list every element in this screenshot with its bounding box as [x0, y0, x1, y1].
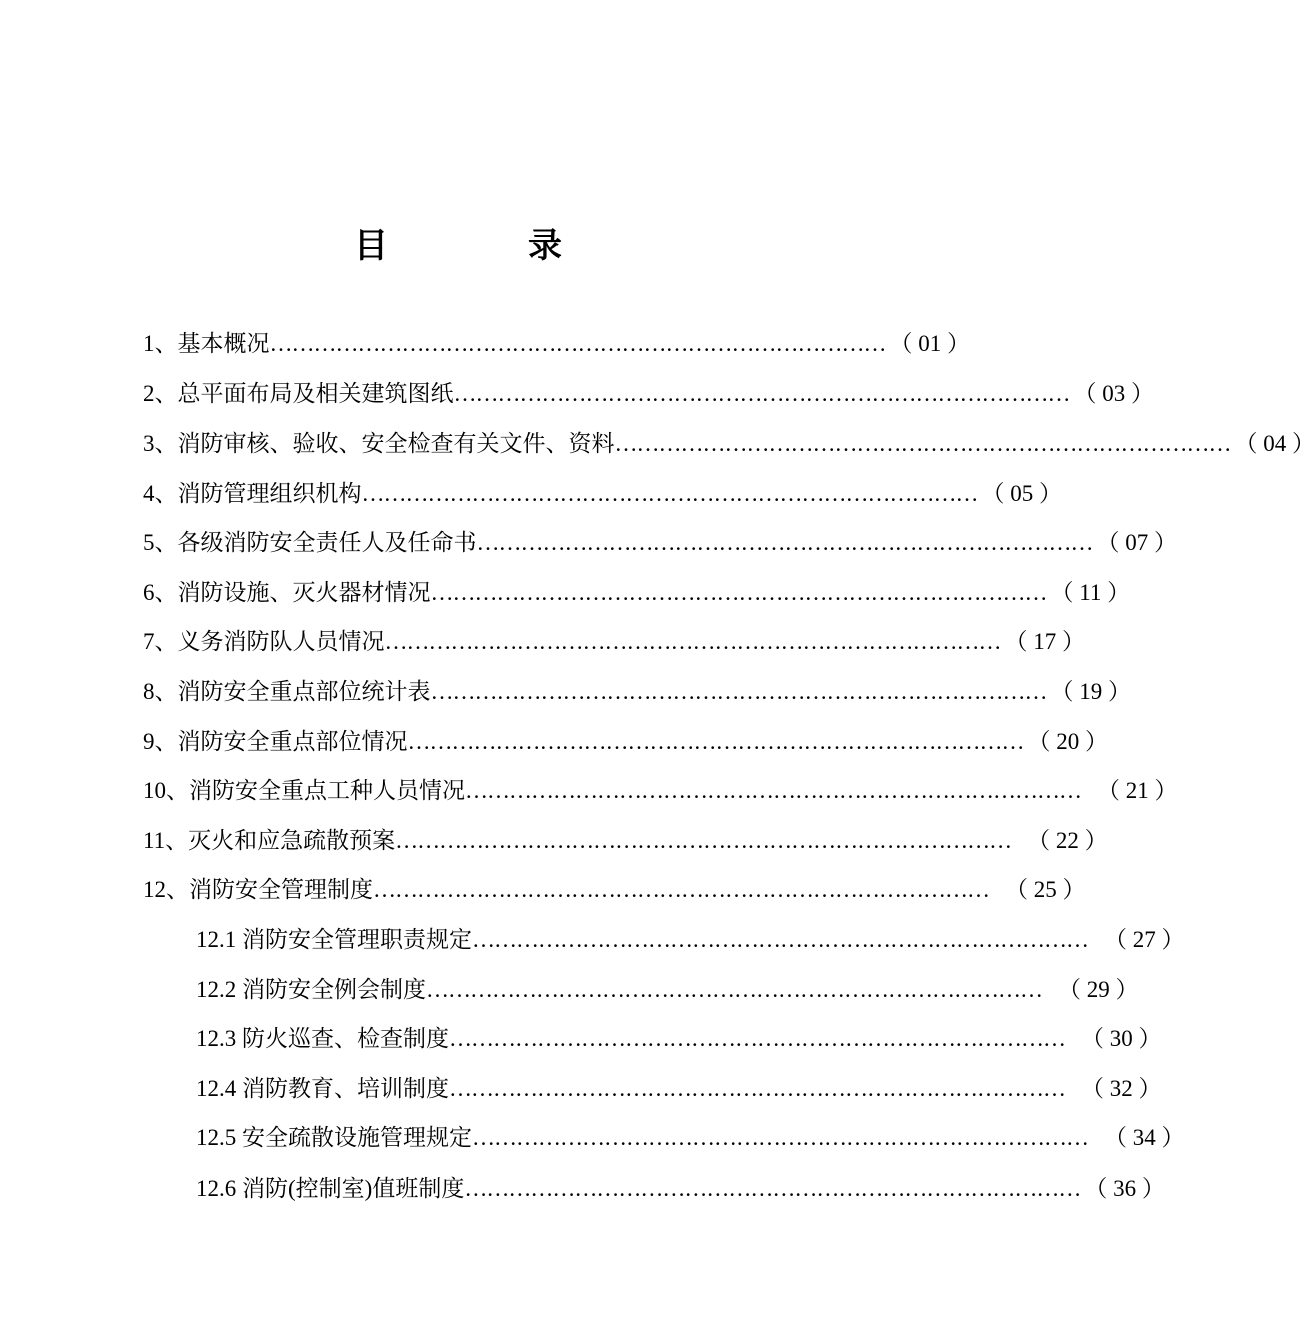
toc-entry-label: 1、基本概况 — [143, 331, 270, 356]
toc-entry-label: 7、义务消防队人员情况 — [143, 629, 385, 654]
toc-entry-page: （ 21 ） — [1097, 778, 1178, 803]
toc-entry-page: （ 01 ） — [889, 331, 970, 356]
toc-leader-dots: ………………………………………………………………………… — [453, 381, 1070, 406]
toc-entry-4[interactable] — [143, 474, 1062, 514]
toc-entry-12-2[interactable] — [196, 970, 1139, 1010]
toc-entry-page: （ 29 ） — [1058, 977, 1139, 1002]
toc-entry-label: 2、总平面布局及相关建筑图纸 — [143, 381, 454, 406]
toc-entry-7[interactable] — [143, 622, 1085, 662]
toc-entry-label: 8、消防安全重点部位统计表 — [143, 679, 431, 704]
toc-entry-page: （ 07 ） — [1096, 530, 1177, 555]
toc-entry-label: 12.1 消防安全管理职责规定 — [196, 927, 472, 952]
toc-leader-dots: ………………………………………………………………………… — [465, 778, 1081, 803]
toc-entry-page: （ 32 ） — [1081, 1076, 1162, 1101]
toc-entry-label: 12.6 消防(控制室)值班制度 — [196, 1176, 465, 1201]
toc-entry-page: （ 25 ） — [1005, 877, 1086, 902]
toc-entry-page: （ 20 ） — [1027, 729, 1108, 754]
toc-leader-dots: ………………………………………………………………………… — [407, 729, 1024, 754]
toc-entry-label: 12、消防安全管理制度 — [143, 877, 373, 902]
toc-entry-12-5[interactable] — [196, 1118, 1185, 1158]
toc-entry-page: （ 19 ） — [1050, 679, 1131, 704]
toc-entry-label: 12.5 安全疏散设施管理规定 — [196, 1125, 472, 1150]
toc-entry-8[interactable] — [143, 672, 1131, 712]
toc-leader-dots: ………………………………………………………………………… — [361, 481, 978, 506]
toc-entry-12-1[interactable] — [196, 920, 1185, 960]
toc-entry-2[interactable] — [143, 374, 1154, 414]
toc-entry-label: 12.4 消防教育、培训制度 — [196, 1076, 449, 1101]
toc-entry-page: （ 11 ） — [1050, 580, 1131, 605]
toc-leader-dots: ………………………………………………………………………… — [430, 679, 1047, 704]
toc-entry-page: （ 34 ） — [1104, 1125, 1185, 1150]
toc-entry-1[interactable] — [143, 324, 970, 364]
toc-entry-12-3[interactable] — [196, 1019, 1162, 1059]
toc-entry-page: （ 30 ） — [1081, 1026, 1162, 1051]
toc-entry-label: 12.3 防火巡查、检查制度 — [196, 1026, 449, 1051]
toc-leader-dots: ………………………………………………………………………… — [430, 580, 1047, 605]
toc-entry-3[interactable] — [143, 424, 1315, 464]
title-char-mu: 目 — [354, 226, 388, 266]
toc-leader-dots: ………………………………………………………………………… — [395, 828, 1012, 853]
toc-entry-label: 10、消防安全重点工种人员情况 — [143, 778, 465, 803]
toc-entry-label: 5、各级消防安全责任人及任命书 — [143, 530, 477, 555]
toc-entry-page: （ 04 ） — [1234, 431, 1315, 456]
title-char-lu: 录 — [528, 226, 562, 266]
toc-entry-label: 3、消防审核、验收、安全检查有关文件、资料 — [143, 431, 615, 456]
toc-entry-12-6[interactable] — [196, 1169, 1165, 1209]
page-title — [0, 222, 950, 270]
toc-entry-label: 4、消防管理组织机构 — [143, 481, 362, 506]
toc-entry-page: （ 36 ） — [1084, 1176, 1165, 1201]
toc-leader-dots: ………………………………………………………………………… — [472, 927, 1088, 952]
toc-leader-dots: ………………………………………………………………………… — [426, 977, 1042, 1002]
toc-leader-dots: ………………………………………………………………………… — [449, 1076, 1065, 1101]
toc-entry-label: 6、消防设施、灭火器材情况 — [143, 580, 431, 605]
toc-entry-page: （ 05 ） — [981, 481, 1062, 506]
toc-entry-label: 11、灭火和应急疏散预案 — [143, 828, 396, 853]
toc-entry-12-4[interactable] — [196, 1069, 1162, 1109]
toc-entry-page: （ 17 ） — [1004, 629, 1085, 654]
toc-entry-9[interactable] — [143, 722, 1108, 762]
toc-entry-page: （ 22 ） — [1027, 828, 1108, 853]
toc-entry-10[interactable] — [143, 771, 1178, 811]
toc-entry-5[interactable] — [143, 523, 1177, 563]
toc-entry-label: 9、消防安全重点部位情况 — [143, 729, 408, 754]
toc-entry-label: 12.2 消防安全例会制度 — [196, 977, 426, 1002]
toc-entry-12[interactable] — [143, 870, 1086, 910]
toc-leader-dots: ………………………………………………………………………… — [373, 877, 989, 902]
toc-entry-6[interactable] — [143, 573, 1131, 613]
toc-leader-dots: ………………………………………………………………………… — [472, 1125, 1088, 1150]
toc-leader-dots: ………………………………………………………………………… — [384, 629, 1001, 654]
toc-leader-dots: ………………………………………………………………………… — [269, 331, 886, 356]
toc-leader-dots: ………………………………………………………………………… — [464, 1176, 1081, 1201]
toc-entry-page: （ 03 ） — [1073, 381, 1154, 406]
toc-leader-dots: ………………………………………………………………………… — [476, 530, 1093, 555]
toc-leader-dots: ………………………………………………………………………… — [449, 1026, 1065, 1051]
toc-entry-page: （ 27 ） — [1104, 927, 1185, 952]
toc-leader-dots: ………………………………………………………………………… — [614, 431, 1231, 456]
toc-entry-11[interactable] — [143, 821, 1108, 861]
